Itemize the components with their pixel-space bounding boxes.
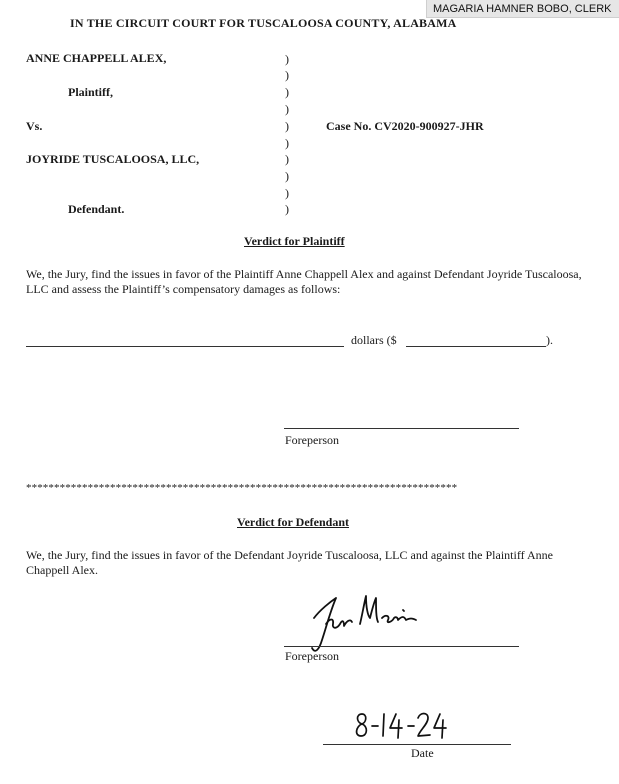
plaintiff-name: ANNE CHAPPELL ALEX,: [26, 51, 167, 65]
caption-paren: ): [285, 102, 289, 116]
caption-paren: ): [285, 152, 289, 166]
caption-paren: ): [285, 68, 289, 82]
damages-amount-line[interactable]: [406, 346, 546, 347]
caption-paren: ): [285, 186, 289, 200]
defendant-verdict-heading: Verdict for Defendant: [237, 515, 349, 529]
plaintiff-verdict-heading: Verdict for Plaintiff: [244, 234, 345, 248]
case-number: Case No. CV2020-900927-JHR: [326, 119, 484, 133]
damages-words-line[interactable]: [26, 346, 344, 347]
plaintiff-foreperson-label: Foreperson: [285, 433, 339, 447]
defendant-name: JOYRIDE TUSCALOOSA, LLC,: [26, 152, 200, 166]
caption-paren: ): [285, 85, 289, 99]
handwritten-date: [352, 708, 452, 744]
plaintiff-foreperson-signature-line[interactable]: [284, 428, 519, 429]
plaintiff-verdict-text: We, the Jury, find the issues in favor of the Plaintiff Anne Chappell Alex and against Defendant Joyride Tuscaloosa, LLC and assess the Plaintiff’s compensatory damages as follows:: [26, 267, 582, 296]
defendant-foreperson-signature-line[interactable]: [284, 646, 519, 647]
dollars-label: dollars ($: [351, 333, 397, 347]
dollars-close: ).: [546, 333, 553, 347]
date-line[interactable]: [323, 744, 511, 745]
versus-label: Vs.: [26, 119, 43, 133]
plaintiff-role: Plaintiff,: [68, 85, 113, 99]
section-separator: *****************************************************************************: [26, 482, 458, 494]
caption-paren: ): [285, 202, 289, 216]
court-title: IN THE CIRCUIT COURT FOR TUSCALOOSA COUNTY, ALABAMA: [70, 16, 457, 30]
caption-paren: ): [285, 119, 289, 133]
date-label: Date: [411, 746, 434, 760]
caption-paren: ): [285, 52, 289, 66]
caption-paren: ): [285, 169, 289, 183]
defendant-foreperson-label: Foreperson: [285, 649, 339, 663]
caption-paren: ): [285, 136, 289, 150]
defendant-role: Defendant.: [68, 202, 125, 216]
clerk-filing-stamp: MAGARIA HAMNER BOBO, CLERK: [426, 0, 619, 18]
defendant-verdict-text: We, the Jury, find the issues in favor of the Defendant Joyride Tuscaloosa, LLC and against the Plaintiff Anne Chappell Alex.: [26, 548, 553, 577]
